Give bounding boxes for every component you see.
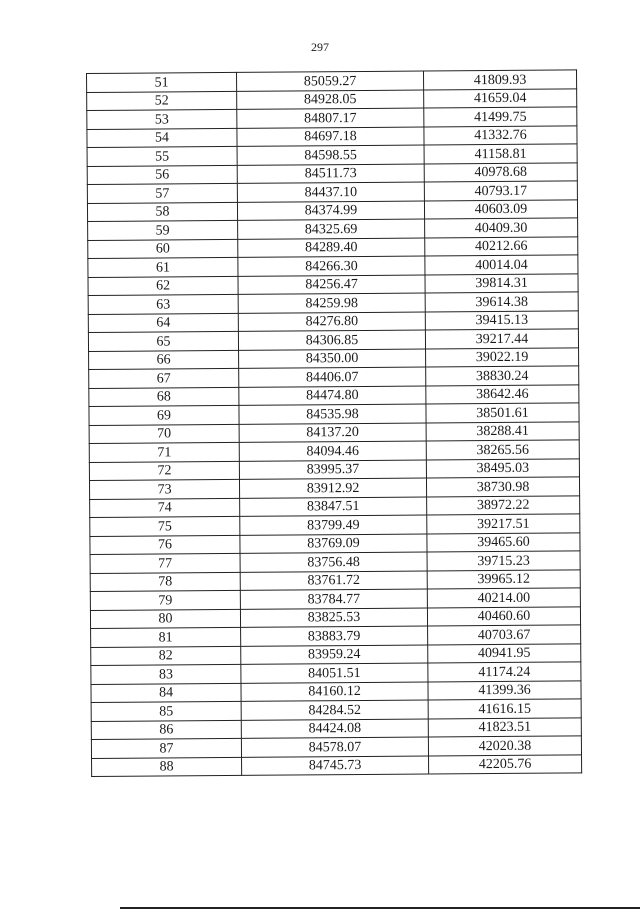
- value-b-cell: 39614.38: [425, 292, 578, 312]
- value-b-cell: 39217.51: [427, 514, 580, 534]
- value-b-cell: 39217.44: [425, 329, 578, 349]
- value-b-cell: 39415.13: [425, 310, 578, 330]
- value-b-cell: 40703.67: [428, 625, 581, 645]
- value-b-cell: 39965.12: [427, 569, 580, 589]
- value-a-cell: 83799.49: [240, 515, 427, 535]
- value-a-cell: 83784.77: [240, 589, 427, 609]
- row-index-cell: 69: [89, 405, 239, 425]
- row-index-cell: 51: [87, 72, 237, 92]
- data-table: [86, 69, 582, 777]
- row-index-cell: 59: [88, 220, 238, 240]
- value-a-cell: 84284.52: [241, 700, 428, 720]
- value-b-cell: 41174.24: [428, 662, 581, 682]
- value-b-cell: 39715.23: [427, 551, 580, 571]
- row-index-cell: 86: [91, 720, 241, 740]
- row-index-cell: 84: [91, 683, 241, 703]
- value-a-cell: 84276.80: [238, 312, 425, 332]
- value-b-cell: 41332.76: [424, 125, 577, 145]
- value-a-cell: 84094.46: [239, 441, 426, 461]
- value-b-cell: 41399.36: [428, 680, 581, 700]
- value-b-cell: 40212.66: [425, 236, 578, 256]
- value-b-cell: 38501.61: [426, 403, 579, 423]
- value-a-cell: 84511.73: [237, 164, 424, 184]
- value-a-cell: 84266.30: [238, 256, 425, 276]
- row-index-cell: 72: [89, 461, 239, 481]
- value-a-cell: 83912.92: [239, 478, 426, 498]
- value-b-cell: 38730.98: [426, 477, 579, 497]
- row-index-cell: 77: [90, 553, 240, 573]
- row-index-cell: 53: [87, 109, 237, 129]
- value-a-cell: 84160.12: [241, 682, 428, 702]
- value-b-cell: 40941.95: [428, 643, 581, 663]
- value-b-cell: 38288.41: [426, 421, 579, 441]
- value-a-cell: 84928.05: [237, 90, 424, 110]
- row-index-cell: 58: [87, 202, 237, 222]
- value-a-cell: 84745.73: [242, 756, 429, 776]
- value-b-cell: 41499.75: [424, 107, 577, 127]
- row-index-cell: 57: [87, 183, 237, 203]
- value-a-cell: 84535.98: [239, 404, 426, 424]
- value-b-cell: 42020.38: [428, 736, 581, 756]
- value-a-cell: 84424.08: [241, 719, 428, 739]
- value-b-cell: 40793.17: [424, 181, 577, 201]
- data-table-container: [86, 69, 581, 777]
- row-index-cell: 55: [87, 146, 237, 166]
- value-a-cell: 84325.69: [238, 219, 425, 239]
- row-index-cell: 74: [90, 498, 240, 518]
- value-a-cell: 84350.00: [239, 349, 426, 369]
- row-index-cell: 81: [91, 627, 241, 647]
- row-index-cell: 70: [89, 424, 239, 444]
- row-index-cell: 87: [91, 738, 241, 758]
- row-index-cell: 66: [89, 350, 239, 370]
- value-b-cell: 38265.56: [426, 440, 579, 460]
- value-b-cell: 40603.09: [424, 199, 577, 219]
- value-b-cell: 39465.60: [427, 532, 580, 552]
- value-a-cell: 83959.24: [241, 645, 428, 665]
- value-b-cell: 39022.19: [426, 347, 579, 367]
- value-a-cell: 84051.51: [241, 663, 428, 683]
- row-index-cell: 85: [91, 701, 241, 721]
- value-b-cell: 40460.60: [427, 606, 580, 626]
- row-index-cell: 63: [88, 294, 238, 314]
- value-b-cell: 41616.15: [428, 699, 581, 719]
- page-number: 297: [311, 40, 329, 54]
- row-index-cell: 79: [90, 590, 240, 610]
- value-b-cell: 38642.46: [426, 384, 579, 404]
- value-a-cell: 83847.51: [240, 497, 427, 517]
- row-index-cell: 75: [90, 516, 240, 536]
- value-b-cell: 40978.68: [424, 162, 577, 182]
- row-index-cell: 78: [90, 572, 240, 592]
- value-a-cell: 83995.37: [239, 460, 426, 480]
- row-index-cell: 65: [88, 331, 238, 351]
- value-b-cell: 38830.24: [426, 366, 579, 386]
- row-index-cell: 88: [92, 757, 242, 777]
- value-b-cell: 40014.04: [425, 255, 578, 275]
- value-b-cell: 41823.51: [428, 717, 581, 737]
- row-index-cell: 60: [88, 239, 238, 259]
- value-a-cell: 83761.72: [240, 571, 427, 591]
- row-index-cell: 61: [88, 257, 238, 277]
- row-index-cell: 80: [90, 609, 240, 629]
- value-a-cell: 84374.99: [237, 201, 424, 221]
- value-b-cell: 41659.04: [424, 88, 577, 108]
- value-a-cell: 84474.80: [239, 386, 426, 406]
- table-row: [92, 754, 582, 776]
- value-a-cell: 84807.17: [237, 108, 424, 128]
- value-a-cell: 85059.27: [236, 71, 423, 91]
- value-b-cell: 40409.30: [425, 218, 578, 238]
- value-a-cell: 84437.10: [237, 182, 424, 202]
- value-b-cell: 41158.81: [424, 144, 577, 164]
- row-index-cell: 76: [90, 535, 240, 555]
- value-a-cell: 84406.07: [239, 367, 426, 387]
- table-body: [87, 70, 582, 777]
- value-a-cell: 84306.85: [238, 330, 425, 350]
- value-b-cell: 40214.00: [427, 588, 580, 608]
- value-a-cell: 84256.47: [238, 275, 425, 295]
- row-index-cell: 82: [91, 646, 241, 666]
- row-index-cell: 71: [89, 442, 239, 462]
- row-index-cell: 56: [87, 165, 237, 185]
- value-a-cell: 84697.18: [237, 127, 424, 147]
- page-bottom-rule: [120, 907, 640, 909]
- value-b-cell: 38495.03: [426, 458, 579, 478]
- value-a-cell: 83825.53: [240, 608, 427, 628]
- row-index-cell: 68: [89, 387, 239, 407]
- value-b-cell: 38972.22: [427, 495, 580, 515]
- value-a-cell: 83883.79: [241, 626, 428, 646]
- value-b-cell: 41809.93: [423, 70, 576, 90]
- value-a-cell: 84259.98: [238, 293, 425, 313]
- value-a-cell: 84578.07: [241, 737, 428, 757]
- row-index-cell: 64: [88, 313, 238, 333]
- value-b-cell: 39814.31: [425, 273, 578, 293]
- value-a-cell: 84137.20: [239, 423, 426, 443]
- value-a-cell: 83756.48: [240, 552, 427, 572]
- value-a-cell: 84598.55: [237, 145, 424, 165]
- row-index-cell: 52: [87, 91, 237, 111]
- row-index-cell: 54: [87, 128, 237, 148]
- row-index-cell: 73: [89, 479, 239, 499]
- row-index-cell: 67: [89, 368, 239, 388]
- row-index-cell: 83: [91, 664, 241, 684]
- value-a-cell: 84289.40: [238, 238, 425, 258]
- value-b-cell: 42205.76: [429, 754, 582, 774]
- row-index-cell: 62: [88, 276, 238, 296]
- value-a-cell: 83769.09: [240, 534, 427, 554]
